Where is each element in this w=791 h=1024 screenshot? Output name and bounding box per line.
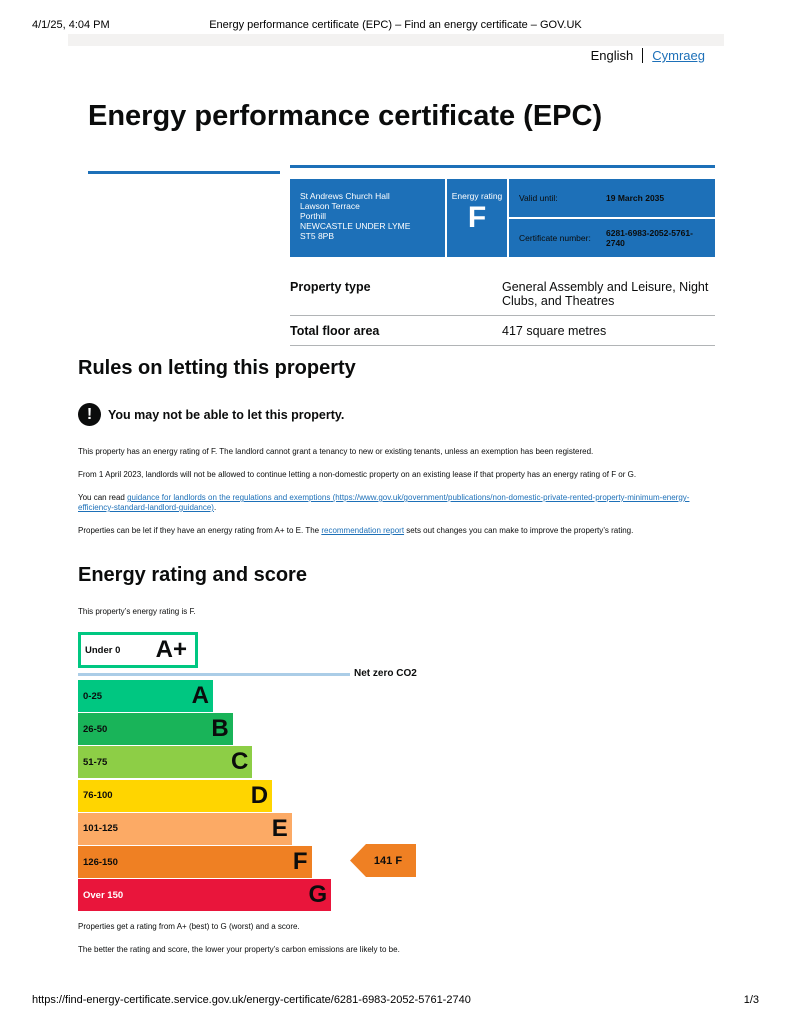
language-switcher bbox=[591, 48, 705, 63]
rating-footnote-1: Properties get a rating from A+ (best) to G (worst) and a score. bbox=[78, 922, 300, 931]
recommendation-intro: Properties can be let if they have an energy rating from A+ to E. The bbox=[78, 526, 322, 535]
address-line: NEWCASTLE UNDER LYME bbox=[300, 221, 411, 231]
rating-band-range: 0-25 bbox=[83, 690, 103, 702]
guidance-intro: You can read bbox=[78, 493, 128, 502]
address-line: Lawson Terrace bbox=[300, 201, 360, 211]
recommendation-end: sets out changes you can make to improve the property’s rating. bbox=[404, 526, 634, 535]
energy-rating-label: Energy rating bbox=[451, 191, 503, 201]
recommendation-report-link[interactable]: recommendation report bbox=[321, 526, 405, 535]
certificate-number-value: 6281-6983-2052-5761-2740 bbox=[606, 228, 693, 248]
guidance-link-text: guidance for landlords on the regulations and exemptions bbox=[127, 493, 331, 502]
floor-area-value: 417 square metres bbox=[502, 324, 607, 338]
rating-band-range: 51-75 bbox=[83, 756, 108, 768]
rating-band-letter: B bbox=[211, 715, 229, 743]
energy-rating-intro: This property’s energy rating is F. bbox=[78, 607, 196, 616]
print-url: https://find-energy-certificate.service.gov.uk/energy-certificate/6281-6983-2052-5761-2740 bbox=[32, 994, 471, 1006]
letting-paragraph-3 bbox=[78, 493, 708, 513]
current-rating-label-box bbox=[350, 844, 416, 877]
guidance-link-url: (https://www.gov.uk/government/publications/non-domestic-private-rented-property-minimum-energy-efficiency-standard-landlord-guidance) bbox=[78, 493, 690, 512]
property-type-label: Property type bbox=[290, 280, 371, 294]
certificate-details bbox=[509, 179, 715, 257]
letting-paragraph-2: From 1 April 2023, landlords will not be allowed to continue letting a non-domestic property on an existing lease if that property has an energy rating of F or G. bbox=[78, 470, 637, 479]
rating-band-letter: F bbox=[292, 848, 308, 875]
rating-band-letter: A bbox=[191, 682, 209, 709]
rating-band-b bbox=[78, 713, 233, 745]
property-type-value: General Assembly and Leisure, Night Clubs, and Theatres bbox=[502, 280, 709, 308]
letting-paragraph-4 bbox=[78, 526, 708, 536]
rating-band-d bbox=[78, 780, 272, 812]
property-type-row bbox=[290, 272, 715, 316]
floor-area-row bbox=[290, 316, 715, 346]
address-line: St Andrews Church Hall bbox=[300, 191, 390, 201]
rating-band-letter: A+ bbox=[155, 636, 187, 663]
address-line: Porthill bbox=[300, 211, 326, 221]
energy-rating-box bbox=[447, 179, 507, 257]
language-link-cymraeg[interactable]: Cymraeg bbox=[652, 48, 705, 63]
rating-band-range: 126-150 bbox=[83, 856, 118, 868]
net-zero-line bbox=[78, 673, 350, 676]
right-divider bbox=[290, 165, 715, 168]
certificate-number-label: Certificate number: bbox=[519, 233, 591, 243]
net-zero-label: Net zero CO2 bbox=[354, 668, 417, 679]
valid-until-label: Valid until: bbox=[519, 193, 558, 203]
rating-band-letter: C bbox=[231, 748, 249, 776]
print-page-number: 1/3 bbox=[743, 994, 759, 1006]
rating-band-range: Over 150 bbox=[83, 889, 124, 901]
letting-paragraph-1: This property has an energy rating of F. The landlord cannot grant a tenancy to new or existing tenants, unless an exemption has been registered. bbox=[78, 447, 594, 456]
rating-band-e bbox=[78, 813, 292, 845]
valid-until-row bbox=[509, 179, 715, 217]
current-rating-label: 141 F bbox=[373, 854, 403, 867]
language-separator bbox=[642, 48, 643, 63]
guidance-link[interactable] bbox=[78, 493, 689, 512]
left-divider bbox=[88, 171, 280, 174]
letting-warning bbox=[78, 403, 344, 426]
certificate-number-row bbox=[509, 219, 715, 257]
address-line: ST5 8PB bbox=[300, 231, 335, 241]
header-band bbox=[68, 34, 724, 46]
language-current: English bbox=[590, 48, 634, 63]
rating-band-range: Under 0 bbox=[85, 644, 121, 656]
rating-band-range: 26-50 bbox=[83, 723, 108, 735]
warning-icon: ! bbox=[78, 403, 101, 426]
warning-text: You may not be able to let this property. bbox=[108, 407, 345, 422]
rating-band-a-plus bbox=[78, 632, 198, 668]
valid-until-value: 19 March 2035 bbox=[606, 193, 665, 203]
page-title: Energy performance certificate (EPC) bbox=[88, 100, 603, 132]
certificate-summary bbox=[290, 179, 715, 257]
energy-rating-heading: Energy rating and score bbox=[78, 564, 307, 586]
rating-band-a bbox=[78, 680, 213, 712]
rating-band-range: 101-125 bbox=[83, 823, 118, 835]
guidance-end: . bbox=[213, 503, 217, 512]
rating-band-letter: E bbox=[271, 814, 288, 842]
rating-band-letter: G bbox=[308, 881, 328, 909]
rating-band-f bbox=[78, 846, 312, 878]
letting-rules-heading: Rules on letting this property bbox=[78, 357, 356, 379]
property-address bbox=[290, 179, 445, 257]
print-datetime: 4/1/25, 4:04 PM bbox=[32, 19, 110, 31]
rating-band-g bbox=[78, 879, 331, 911]
energy-rating-value: F bbox=[467, 201, 487, 234]
property-details-table bbox=[290, 272, 715, 346]
rating-footnote-2: The better the rating and score, the lower your property’s carbon emissions are likely to be. bbox=[78, 945, 400, 954]
rating-band-letter: D bbox=[250, 781, 269, 809]
print-document-title: Energy performance certificate (EPC) – Find an energy certificate – GOV.UK bbox=[209, 19, 582, 31]
rating-band-c bbox=[78, 746, 252, 778]
floor-area-label: Total floor area bbox=[290, 324, 380, 338]
rating-band-range: 76-100 bbox=[83, 790, 113, 802]
